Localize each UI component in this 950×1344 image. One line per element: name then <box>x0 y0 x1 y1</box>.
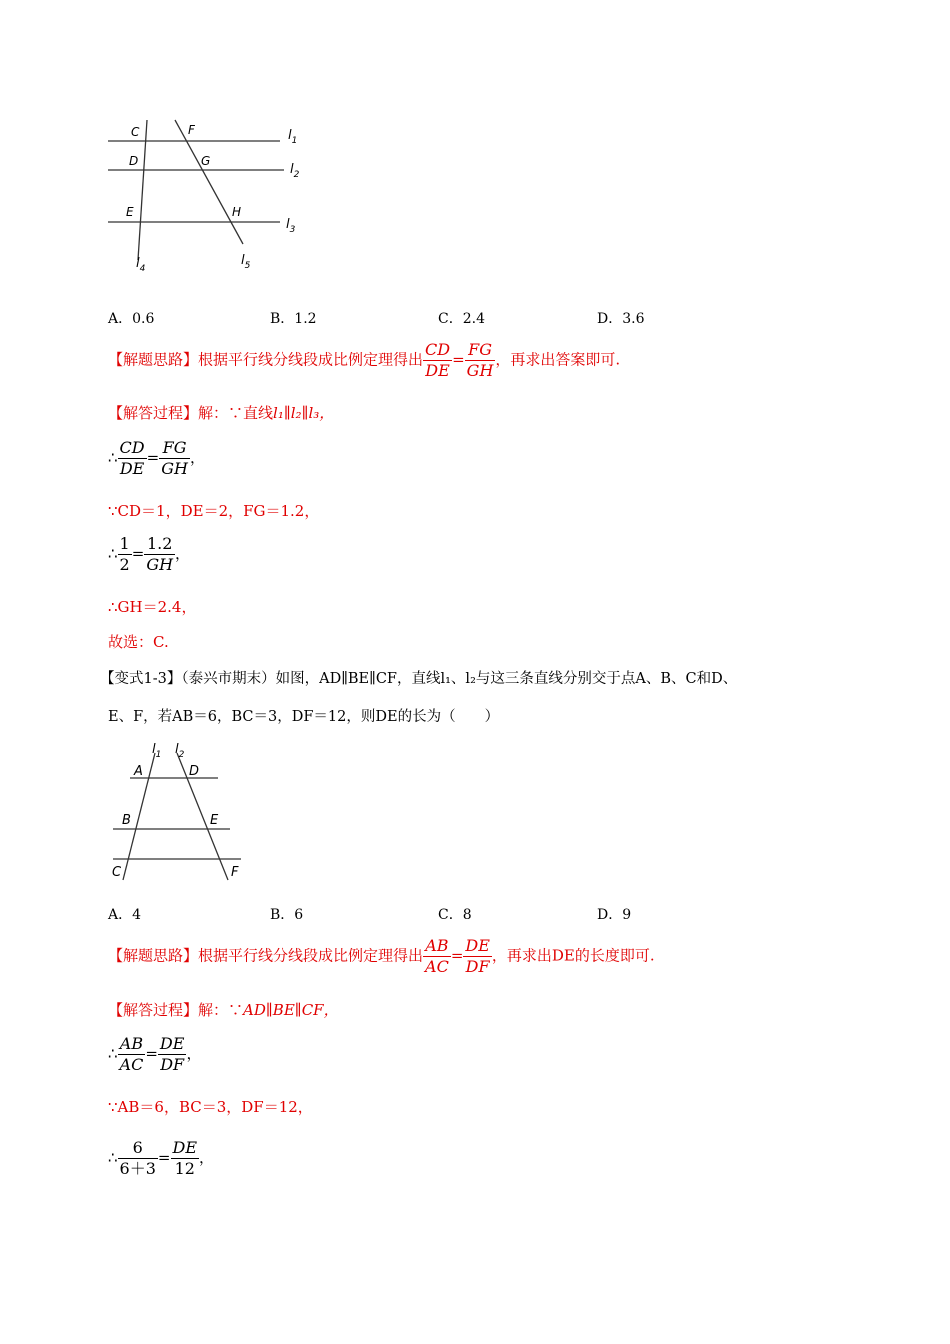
q1-step2: ∵CD＝1，DE＝2，FG＝1.2， <box>108 502 320 520</box>
q2-step3: ∴ $\frac{6}{6+3}$ = $\frac{DE}{12}$ ， <box>108 1138 215 1178</box>
label-A: A <box>134 764 143 779</box>
q1-step1: ∴ $\frac{CD}{DE}$ = $\frac{FG}{GH}$ ， <box>108 438 205 478</box>
label-C: C <box>112 865 122 880</box>
q2-thought: 【解题思路】根据平行线分线段成比例定理得出 $\frac{AB}{AC}$ = $\frac{DE}{DF}$ ，再求出DE的长度即可. <box>108 936 655 976</box>
label-D: D <box>189 764 200 779</box>
label-F: F <box>188 123 195 137</box>
label-H: H <box>232 205 242 219</box>
q1-option-c: C．2.4 <box>438 311 485 327</box>
figure-parallel-lines-1 <box>100 112 320 282</box>
label-l5: $l_5$ <box>241 253 251 271</box>
label-E: E <box>210 813 219 828</box>
label-E: E <box>126 205 134 219</box>
label-D: D <box>129 154 139 168</box>
q2-option-a: A．4 <box>108 907 142 923</box>
q2-option-c: C．8 <box>438 907 472 923</box>
q2-option-b: B．6 <box>270 907 304 923</box>
q2-step1: ∴ $\frac{AB}{AC}$ = $\frac{DE}{DF}$ ， <box>108 1034 202 1074</box>
label-C: C <box>131 125 140 139</box>
q1-step3: ∴ $\frac{1}{2}$ = $\frac{1.2}{GH}$ ， <box>108 534 191 574</box>
q2-option-d: D．9 <box>597 907 632 923</box>
label-l4: $l_4$ <box>136 256 146 274</box>
q2-title-line2: E、F，若AB＝6，BC＝3，DF＝12，则DE的长为（ ） <box>108 709 500 725</box>
q1-process: 【解答过程】解：∵直线l₁∥l₂∥l₃， <box>108 404 335 422</box>
label-l3: $l_3$ <box>286 217 296 235</box>
q2-title-line1: 【变式1-3】（泰兴市期末）如图，AD∥BE∥CF，直线l₁、l₂与这三条直线分别交于点A、B、C和D、 <box>100 671 738 687</box>
label-B: B <box>122 813 131 828</box>
label-l1: $l_1$ <box>152 742 162 760</box>
q1-option-a: A．0.6 <box>108 311 155 327</box>
label-G: G <box>201 154 211 168</box>
label-l2: $l_2$ <box>290 162 300 180</box>
q1-step5: 故选：C. <box>108 633 169 651</box>
q1-thought: 【解题思路】根据平行线分线段成比例定理得出 $\frac{CD}{DE}$ = $\frac{FG}{GH}$ ，再求出答案即可. <box>108 340 621 380</box>
q2-step2: ∵AB＝6，BC＝3，DF＝12， <box>108 1098 313 1116</box>
figure-parallel-lines-2 <box>100 735 260 885</box>
q1-option-b: B．1.2 <box>270 311 317 327</box>
q2-process: 【解答过程】解：∵AD∥BE∥CF， <box>108 1001 339 1019</box>
label-F: F <box>231 865 239 880</box>
label-l1: $l_1$ <box>288 128 298 146</box>
q1-step4: ∴GH＝2.4， <box>108 598 197 616</box>
q1-option-d: D．3.6 <box>597 311 645 327</box>
label-l2: $l_2$ <box>175 742 185 760</box>
